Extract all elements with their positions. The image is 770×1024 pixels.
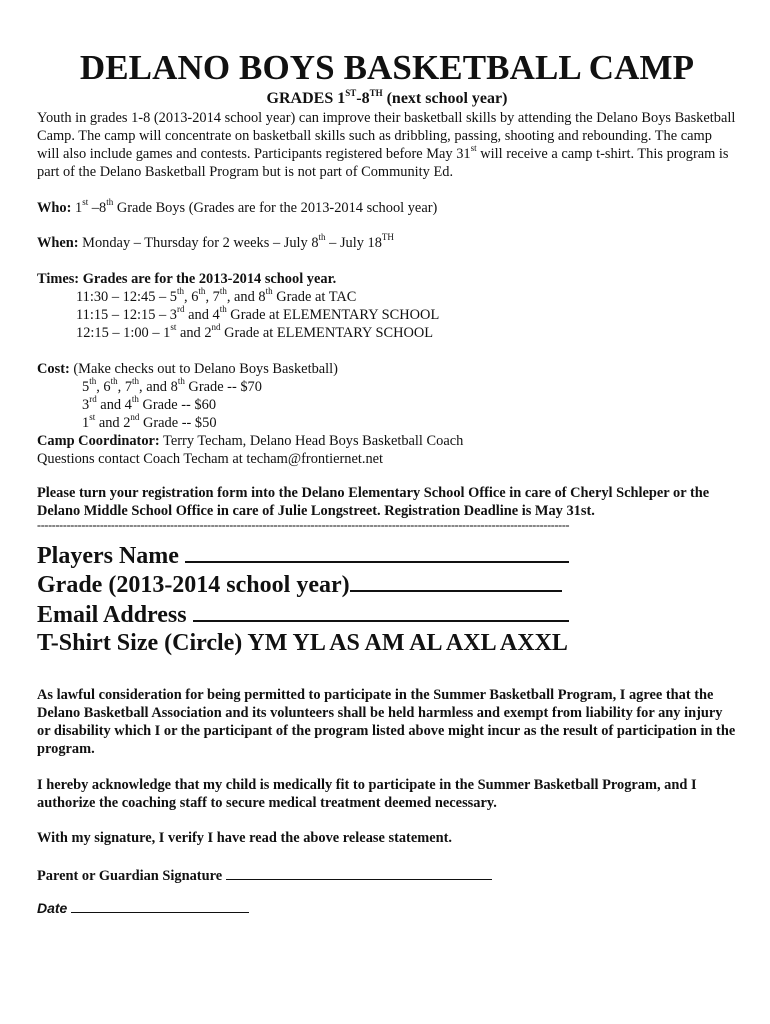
cost-sup: st	[89, 412, 96, 423]
intro-paragraph	[37, 109, 737, 181]
times-row	[76, 324, 433, 342]
cost-sup: nd	[130, 412, 140, 423]
signature-row	[37, 865, 737, 885]
who-sup: st	[82, 197, 89, 208]
times-text: Grade at ELEMENTARY SCHOOL	[220, 325, 434, 341]
subtitle-sup: TH	[369, 87, 383, 98]
cost-text: and 4	[96, 397, 132, 413]
cost-text: , 7	[117, 379, 133, 395]
cost-text: , 6	[96, 379, 111, 395]
coordinator-label: Camp Coordinator:	[37, 433, 160, 449]
signature-field[interactable]	[226, 865, 492, 880]
subtitle-sup: ST	[345, 87, 357, 98]
cost-text: and 2	[95, 415, 131, 431]
date-label: Date	[37, 900, 68, 916]
cost-label: Cost:	[37, 361, 70, 377]
times-text: , and 8	[226, 289, 266, 305]
cost-text: Grade -- $60	[138, 397, 217, 413]
who-text: –8	[88, 200, 107, 216]
times-text: 12:15 – 1:00 – 1	[76, 325, 171, 341]
who-sup: th	[106, 197, 114, 208]
players-name-field[interactable]	[185, 539, 569, 563]
date-field[interactable]	[71, 898, 249, 913]
who-text: 1	[71, 200, 83, 216]
grade-row	[37, 568, 562, 600]
cost-row	[82, 414, 217, 432]
coordinator-value: Terry Techam, Delano Head Boys Basketball Coach	[159, 433, 464, 449]
times-row	[76, 288, 356, 306]
intro-sup: st	[470, 143, 477, 154]
times-text: Grade at ELEMENTARY SCHOOL	[226, 307, 440, 323]
subtitle-text: -8	[356, 90, 370, 107]
when-text: – July 18	[325, 235, 382, 251]
cost-sup: th	[132, 376, 140, 387]
signature-label: Parent or Guardian Signature	[37, 868, 223, 884]
cost-sup: rd	[89, 394, 97, 405]
cost-sup: th	[177, 376, 185, 387]
when-text: Monday – Thursday for 2 weeks – July 8	[78, 235, 319, 251]
cost-sup: th	[131, 394, 139, 405]
email-field[interactable]	[193, 598, 569, 622]
times-sup: th	[219, 286, 227, 297]
cost-row	[82, 396, 216, 414]
times-text: , 6	[184, 289, 199, 305]
times-sup: th	[198, 286, 206, 297]
coordinator-line	[37, 432, 463, 450]
release-statement-liability: As lawful consideration for being permitted to participate in the Summer Basketball Program, I agree that the Delano Basketball Association and its volunteers shall be held harmless and exempt from liability for any injury or disability which I or the participant of the program listed above might incur as the result of participation in the program.	[37, 687, 736, 757]
times-sup: nd	[211, 322, 221, 333]
grade-label: Grade (2013-2014 school year)	[37, 572, 350, 598]
times-heading-text: Times: Grades are for the 2013-2014 school year.	[37, 271, 337, 287]
cost-text: Grade -- $70	[184, 379, 262, 395]
cost-text: , and 8	[139, 379, 178, 395]
cost-sup: th	[110, 376, 118, 387]
verify-statement: With my signature, I verify I have read the above release statement.	[37, 830, 453, 846]
who-text: Grade Boys (Grades are for the 2013-2014 school year)	[113, 200, 438, 216]
who-line	[37, 199, 437, 217]
players-name-label: Players Name	[37, 543, 179, 569]
date-row	[37, 898, 249, 917]
email-label: Email Address	[37, 602, 187, 628]
cost-text: 3	[82, 397, 90, 413]
times-row	[76, 306, 439, 324]
cost-sup: th	[89, 376, 97, 387]
times-text: 11:15 – 12:15 – 3	[76, 307, 178, 323]
who-label: Who:	[37, 200, 72, 216]
times-text: and 2	[176, 325, 212, 341]
times-heading	[37, 270, 336, 288]
cost-text: 1	[82, 415, 90, 431]
times-sup: rd	[177, 304, 185, 315]
page-title: DELANO BOYS BASKETBALL CAMP	[79, 48, 695, 87]
when-line	[37, 234, 394, 252]
times-text: Grade at TAC	[272, 289, 357, 305]
times-sup: th	[177, 286, 185, 297]
subtitle-text: GRADES 1	[266, 90, 346, 107]
registration-notice: Please turn your registration form into the Delano Elementary School Office in care of Cheryl Schleper or the Delano Middle School Office in care of Julie Longstreet. Registration Deadline is May 31st.	[37, 485, 710, 519]
cost-row	[82, 378, 262, 396]
tshirt-size-row[interactable]: T-Shirt Size (Circle) YM YL AS AM AL AXL AXXL	[37, 630, 568, 656]
grades-subtitle	[37, 89, 737, 109]
when-sup: TH	[381, 232, 394, 243]
cost-note: (Make checks out to Delano Boys Basketball)	[69, 361, 338, 377]
cut-line: ------------------------------------------------------------------------------------------------------------------------------------------------	[37, 518, 570, 532]
cost-text: Grade -- $50	[139, 415, 217, 431]
email-row	[37, 598, 569, 630]
when-label: When:	[37, 235, 79, 251]
cost-text: 5	[82, 379, 90, 395]
subtitle-text: (next school year)	[382, 90, 508, 107]
players-name-row	[37, 539, 569, 571]
cost-line	[37, 360, 338, 378]
times-sup: st	[170, 322, 177, 333]
times-text: , 7	[205, 289, 220, 305]
when-sup: th	[318, 232, 326, 243]
intro-text: Youth in grades 1-8 (2013-2014 school year) can improve their basketball skills by attending the Delano Boys Basketball Camp. The camp will concentrate on basketball skills such as dribbling, passing, shooting and rebounding. The camp will also include games and contests. Participants registered before May 31	[37, 110, 736, 162]
times-text: 11:30 – 12:45 – 5	[76, 289, 178, 305]
times-text: and 4	[184, 307, 220, 323]
questions-line: Questions contact Coach Techam at techam@frontiernet.net	[37, 451, 384, 467]
grade-field[interactable]	[350, 568, 562, 592]
times-sup: th	[265, 286, 273, 297]
release-statement-medical: I hereby acknowledge that my child is medically fit to participate in the Summer Basketball Program, and I authorize the coaching staff to secure medical treatment deemed necessary.	[37, 777, 697, 811]
times-sup: th	[219, 304, 227, 315]
intro-text: will receive a camp t-shirt. This program is part of the Delano Basketball Program but is not part of Community Ed.	[37, 146, 729, 180]
